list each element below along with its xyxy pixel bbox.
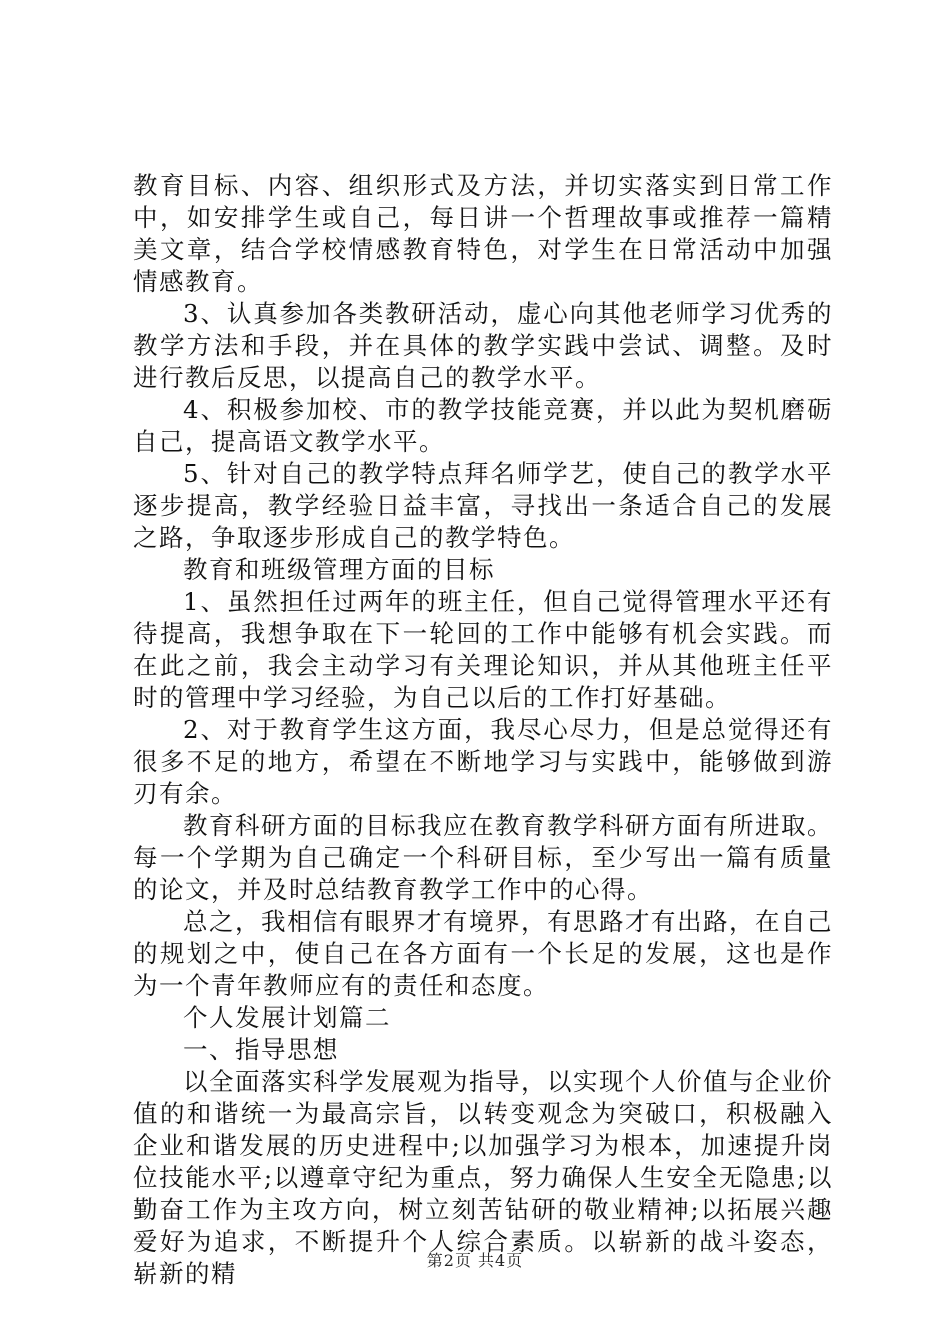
section-heading-plan-two: 个人发展计划篇二 (183, 1003, 391, 1032)
section-heading-guiding-idea: 一、指导思想 (183, 1035, 339, 1064)
paragraph-item-5: 5、针对自己的教学特点拜名师学艺，使自己的教学水平逐步提高，教学经验日益丰富，寻找出一条适合自己的发展之路，争取逐步形成自己的教学特色。 (133, 459, 833, 552)
document-body (133, 170, 833, 1290)
page-number-footer: 第2页 共4页 (426, 1251, 524, 1270)
paragraph-summary: 总之，我相信有眼界才有境界，有思路才有出路，在自己的规划之中，使自己在各方面有一个长足的发展，这也是作为一个青年教师应有的责任和态度。 (133, 907, 833, 1000)
paragraph-management-2: 2、对于教育学生这方面，我尽心尽力，但是总觉得还有很多不足的地方，希望在不断地学习与实践中，能够做到游刃有余。 (133, 715, 833, 808)
paragraph-research-goal: 教育科研方面的目标我应在教育教学科研方面有所进取。每一个学期为自己确定一个科研目标，至少写出一篇有质量的论文，并及时总结教育教学工作中的心得。 (133, 811, 833, 904)
paragraph-management-1: 1、虽然担任过两年的班主任，但自己觉得管理水平还有待提高，我想争取在下一轮回的工作中能够有机会实践。而在此之前，我会主动学习有关理论知识，并从其他班主任平时的管理中学习经验，为自己以后的工作打好基础。 (133, 587, 833, 712)
paragraph-item-3: 3、认真参加各类教研活动，虚心向其他老师学习优秀的教学方法和手段，并在具体的教学实践中尝试、调整。及时进行教后反思，以提高自己的教学水平。 (133, 299, 833, 392)
section-heading-class-management: 教育和班级管理方面的目标 (183, 555, 495, 584)
paragraph-guiding-idea: 以全面落实科学发展观为指导，以实现个人价值与企业价值的和谐统一为最高宗旨，以转变观念为突破口，积极融入企业和谐发展的历史进程中;以加强学习为根本，加速提升岗位技能水平;以遵章守纪为重点，努力确保人生安全无隐患;以勤奋工作为主攻方向，树立刻苦钻研的敬业精神;以拓展兴趣爱好为追求，不断提升个人综合素质。以崭新的战斗姿态，崭新的精 (133, 1067, 833, 1288)
paragraph-continuation: 教育目标、内容、组织形式及方法，并切实落实到日常工作中，如安排学生或自己，每日讲一个哲理故事或推荐一篇精美文章，结合学校情感教育特色，对学生在日常活动中加强情感教育。 (133, 171, 833, 296)
paragraph-item-4: 4、积极参加校、市的教学技能竞赛，并以此为契机磨砺自己，提高语文教学水平。 (133, 395, 833, 456)
